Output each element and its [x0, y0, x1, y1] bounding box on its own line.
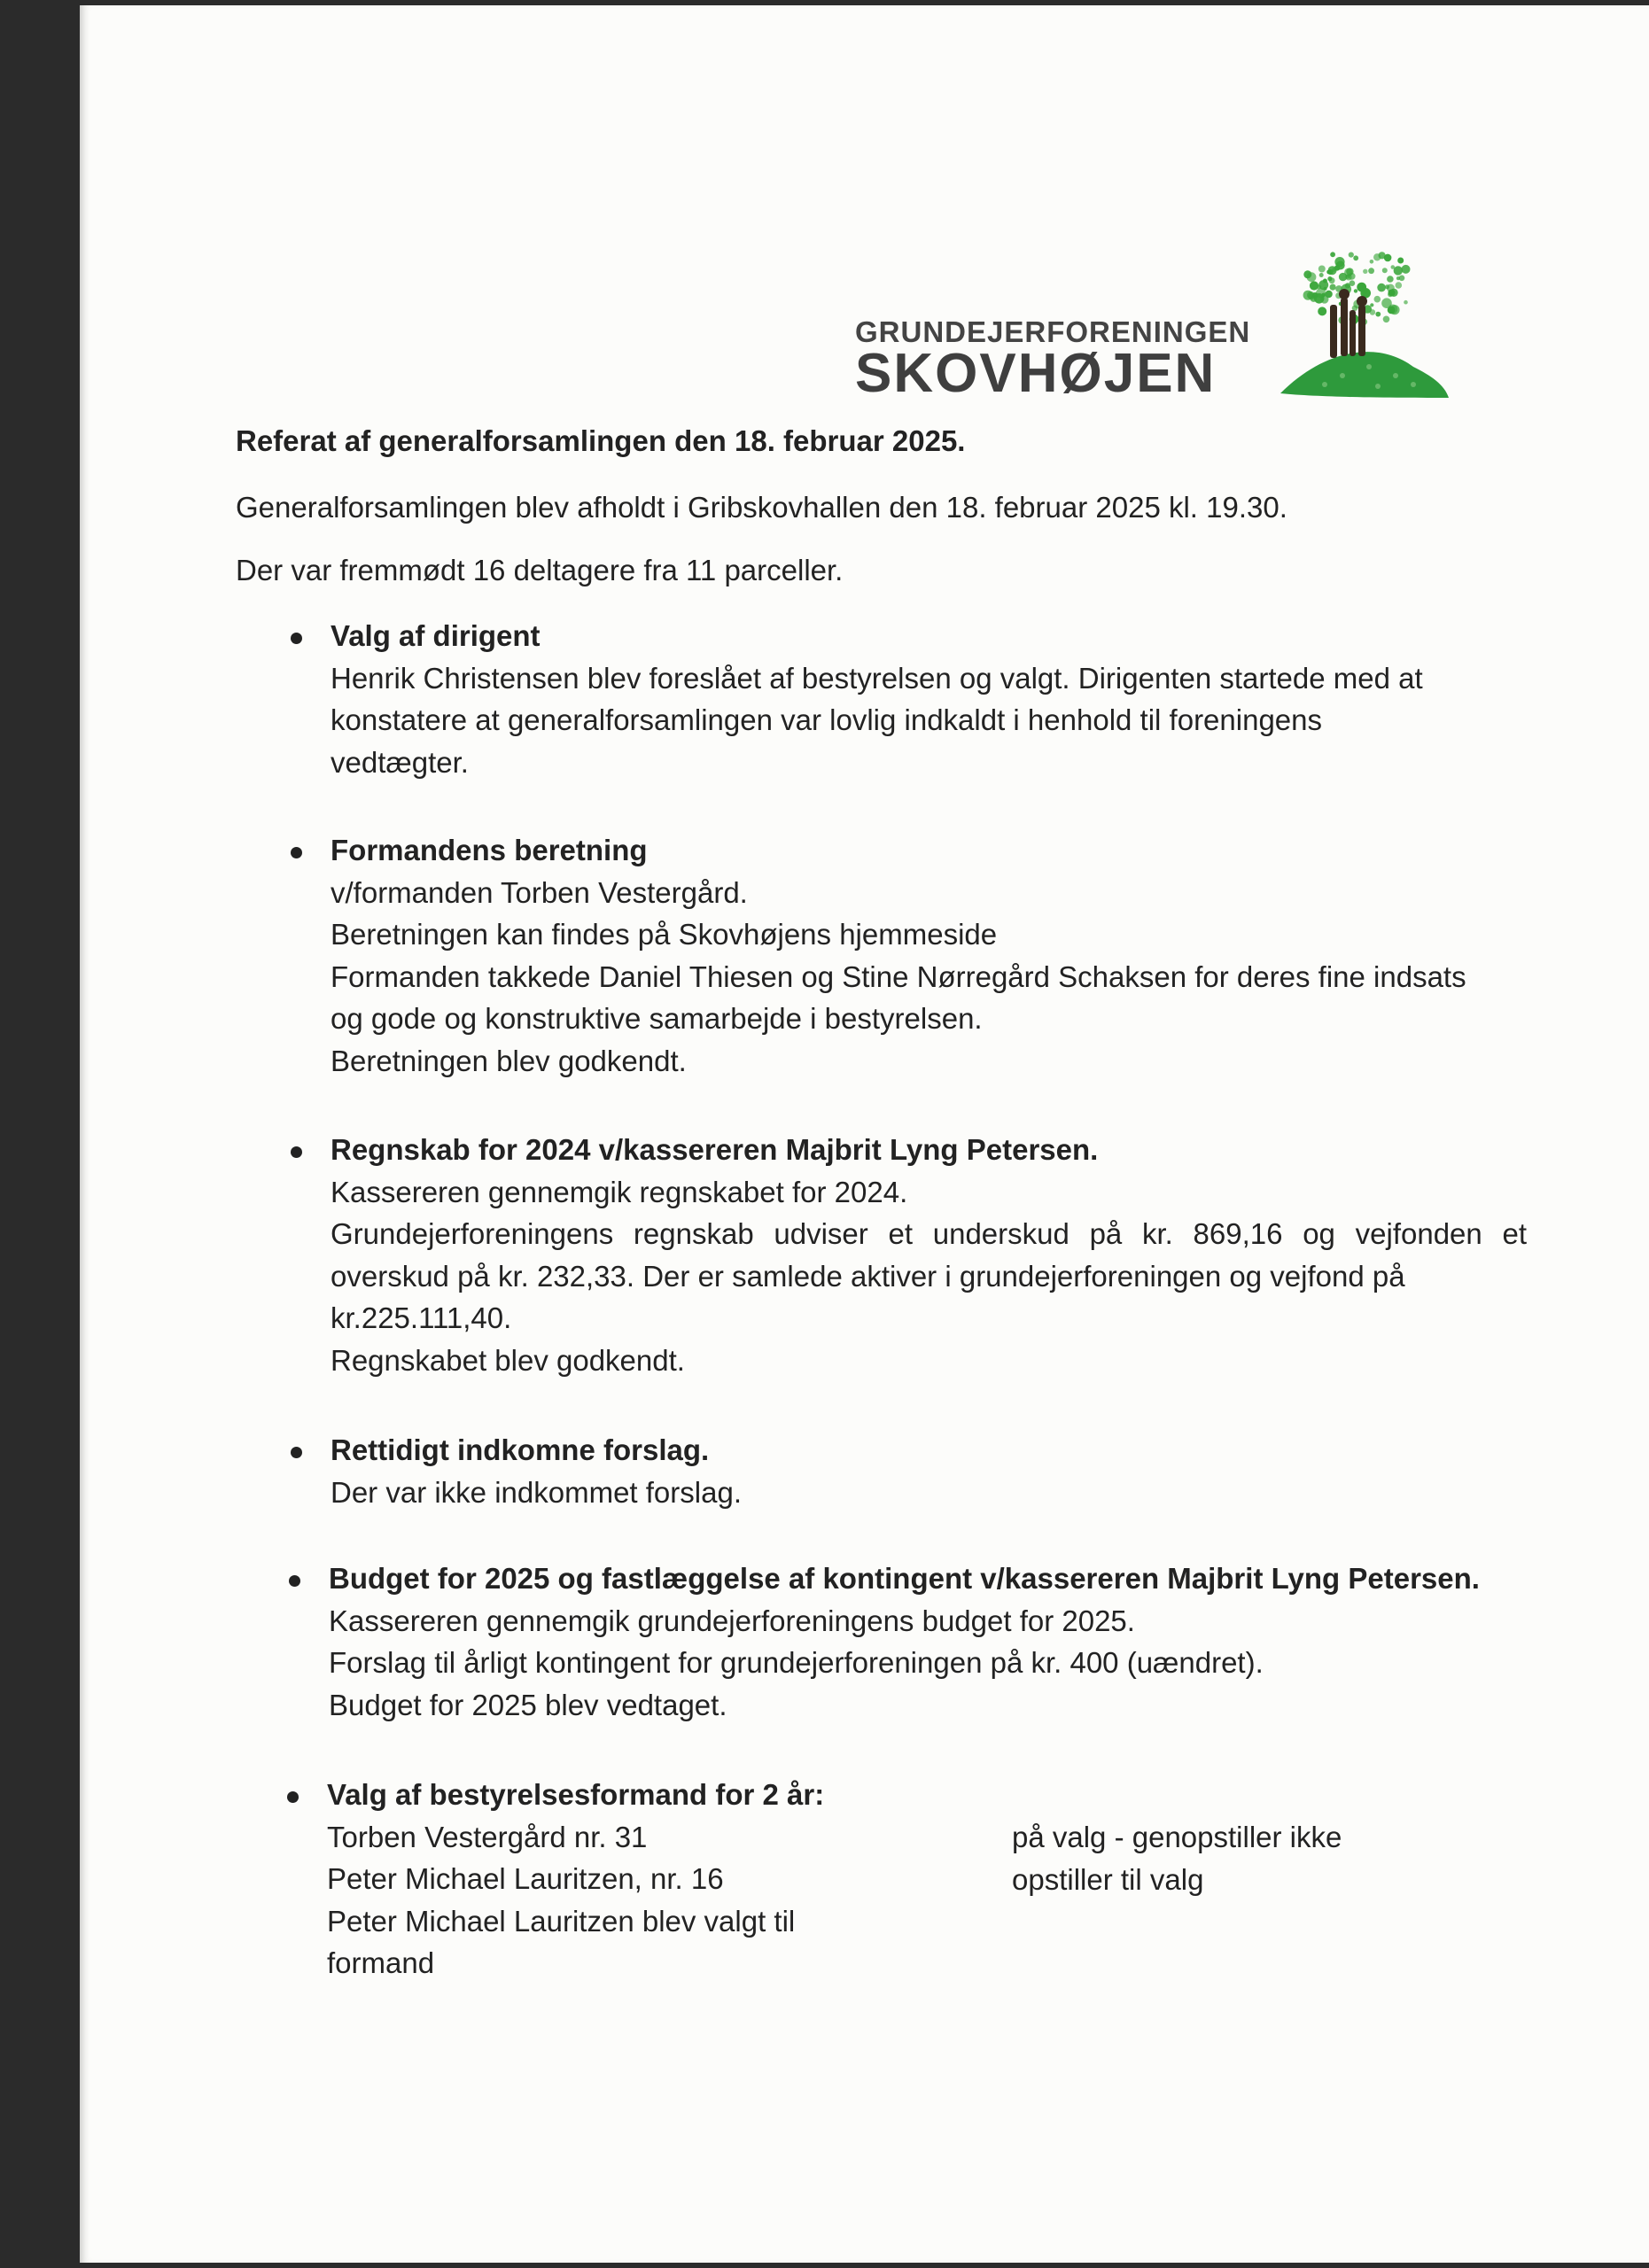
- tree-crown: [1303, 252, 1411, 325]
- tree-leaf-dot: [1374, 296, 1381, 303]
- intro-line-2: Der var fremmødt 16 deltagere fra 11 parceller.: [236, 554, 844, 586]
- tree-leaf-dot: [1394, 266, 1403, 275]
- tree-leaf-dot: [1399, 276, 1405, 282]
- tree-leaf-dot: [1382, 268, 1388, 273]
- tree-leaf-dot: [1318, 266, 1326, 273]
- tree-leaf-dot: [1339, 273, 1347, 281]
- association-logo: [855, 243, 1458, 420]
- tree-leaf-dot: [1375, 312, 1381, 317]
- bullet-icon: [289, 1575, 300, 1587]
- bullet-icon: [287, 1791, 299, 1803]
- tree-leaf-dot: [1325, 291, 1332, 298]
- tree-leaf-dot: [1397, 258, 1404, 264]
- tree-leaf-dot: [1326, 270, 1331, 275]
- agenda-heading: Formandens beretning: [331, 834, 648, 866]
- agenda-line: konstatere at generalforsamlingen var lovlig indkaldt i henhold til foreningens: [331, 703, 1323, 736]
- hill-shape: [1280, 352, 1449, 398]
- agenda-line: Peter Michael Lauritzen, nr. 16: [327, 1862, 724, 1895]
- intro-line-1: Generalforsamlingen blev afholdt i Gribskovhallen den 18. februar 2025 kl. 19.30.: [236, 491, 1287, 524]
- tree-leaf-dot: [1334, 265, 1340, 270]
- agenda-line: v/formanden Torben Vestergård.: [331, 875, 748, 909]
- agenda-item-regnskab: [331, 1129, 1527, 1381]
- agenda-line: Der var ikke indkommet forslag.: [331, 1475, 742, 1509]
- agenda-line: Torben Vestergård nr. 31: [327, 1820, 648, 1853]
- tree-leaf-dot: [1373, 253, 1381, 260]
- tree-leaf-dot: [1354, 289, 1357, 292]
- agenda-heading: Rettidigt indkomne forslag.: [331, 1433, 710, 1466]
- agenda-line: overskud på kr. 232,33. Der er samlede aktiver i grundejerforeningen og vejfond på: [331, 1259, 1405, 1293]
- tree-leaf-dot: [1383, 316, 1390, 323]
- agenda-item-formandsvalg: [327, 1774, 824, 1984]
- agenda-line: Forslag til årligt kontingent for grundejerforeningen på kr. 400 (uændret).: [329, 1646, 1264, 1679]
- agenda-line: Kassereren gennemgik grundejerforeningens budget for 2025.: [329, 1604, 1135, 1637]
- agenda-line: Grundejerforeningens regnskab udviser et underskud på kr. 869,16 og vejfonden et: [331, 1217, 1527, 1250]
- tree-leaf-dot: [1363, 269, 1367, 274]
- tree-leaf-dot: [1303, 270, 1311, 278]
- agenda-line: formand: [327, 1946, 435, 1979]
- tree-leaf-dot: [1385, 284, 1389, 289]
- tree-leaf-dot: [1370, 309, 1376, 315]
- agenda-line: Peter Michael Lauritzen blev valgt til: [327, 1904, 796, 1938]
- agenda-line: og gode og konstruktive samarbejde i bestyrelsen.: [331, 1002, 983, 1035]
- agenda-item-budget: [329, 1557, 1480, 1726]
- bullet-icon: [291, 633, 302, 644]
- agenda-heading: Regnskab for 2024 v/kassereren Majbrit Lyng Petersen.: [331, 1133, 1099, 1166]
- tree-leaf-dot: [1349, 252, 1354, 258]
- agenda-line: Regnskabet blev godkendt.: [331, 1343, 685, 1377]
- agenda-item-dirigent: [331, 615, 1423, 783]
- agenda-line: vedtægter.: [331, 745, 469, 779]
- candidate-status: opstiller til valg: [1012, 1862, 1204, 1896]
- tree-leaf-dot: [1384, 254, 1392, 262]
- agenda-line: Henrik Christensen blev foreslået af bestyrelsen og valgt. Dirigenten startede med at: [331, 661, 1423, 695]
- tree-leaf-dot: [1370, 303, 1373, 307]
- agenda-line: Formanden takkede Daniel Thiesen og Stine Nørregård Schaksen for deres fine indsats: [331, 959, 1466, 993]
- tree-leaf-dot: [1330, 252, 1335, 257]
- agenda-line: Beretningen kan findes på Skovhøjens hjemmeside: [331, 918, 998, 951]
- tree-leaf-dot: [1404, 300, 1408, 305]
- tree-leaf-dot: [1314, 293, 1325, 304]
- agenda-line: Beretningen blev godkendt.: [331, 1044, 687, 1077]
- tree-leaf-dot: [1318, 307, 1326, 315]
- candidate-status: på valg - genopstiller ikke: [1012, 1821, 1342, 1853]
- tree-leaf-dot: [1402, 265, 1411, 274]
- tree-leaf-dot: [1319, 273, 1324, 277]
- tree-leaf-dot: [1396, 282, 1403, 289]
- figures-icon: [1330, 289, 1367, 358]
- tree-leaf-dot: [1330, 284, 1336, 291]
- bullet-icon: [291, 1146, 302, 1158]
- agenda-item-forslag: [331, 1429, 742, 1513]
- agenda-heading: Budget for 2025 og fastlæggelse af kontingent v/kassereren Majbrit Lyng Petersen.: [329, 1562, 1480, 1595]
- tree-leaf-dot: [1353, 255, 1358, 260]
- agenda-line: kr.225.111,40.: [331, 1301, 512, 1334]
- bullet-icon: [291, 847, 302, 858]
- document-page: [80, 5, 1649, 2263]
- tree-leaf-dot: [1370, 260, 1374, 264]
- tree-leaf-dot: [1377, 284, 1386, 292]
- candidate-status-column: [1012, 1816, 1342, 1900]
- logo-text-line2: SKOVHØJEN: [855, 343, 1217, 404]
- tree-leaf-dot: [1310, 281, 1318, 290]
- agenda-item-beretning: [331, 829, 1466, 1082]
- tree-leaf-dot: [1357, 283, 1366, 292]
- tree-leaf-dot: [1388, 307, 1396, 315]
- tree-hill-icon: [1272, 243, 1458, 420]
- agenda-line: Kassereren gennemgik regnskabet for 2024.: [331, 1175, 908, 1208]
- tree-leaf-dot: [1368, 268, 1374, 274]
- bullet-icon: [291, 1447, 302, 1458]
- tree-leaf-dot: [1387, 276, 1394, 283]
- agenda-heading: Valg af dirigent: [331, 619, 541, 652]
- agenda-heading: Valg af bestyrelsesformand for 2 år:: [327, 1778, 825, 1811]
- agenda-line: Budget for 2025 blev vedtaget.: [329, 1688, 727, 1721]
- document-title: Referat af generalforsamlingen den 18. februar 2025.: [236, 424, 966, 457]
- logo-text-line1: GRUNDEJERFORENINGEN: [855, 315, 1251, 348]
- tree-leaf-dot: [1329, 277, 1335, 284]
- tree-leaf-dot: [1308, 293, 1315, 300]
